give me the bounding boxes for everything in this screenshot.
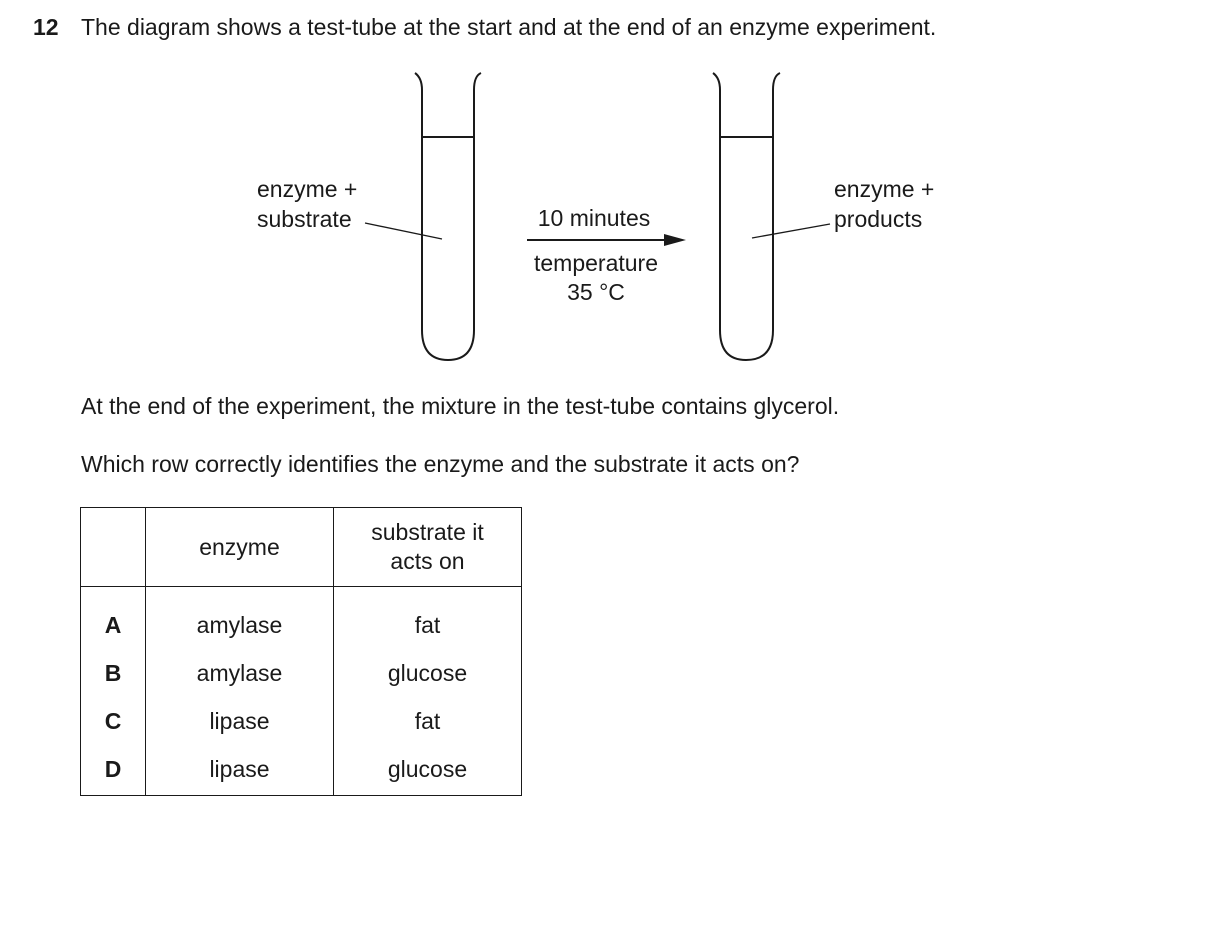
test-tube-end <box>713 73 780 360</box>
header-substrate <box>334 508 522 587</box>
table-header-row <box>81 508 522 587</box>
option-enzyme: amylase <box>146 587 334 650</box>
option-enzyme: lipase <box>146 745 334 796</box>
left-label-leader <box>365 223 442 239</box>
option-row-b[interactable] <box>81 649 522 697</box>
option-enzyme: amylase <box>146 649 334 697</box>
option-substrate: fat <box>334 697 522 745</box>
question-stem: The diagram shows a test-tube at the start and at the end of an enzyme experiment. <box>81 14 937 40</box>
option-substrate: glucose <box>334 745 522 796</box>
right-label-line1: enzyme + <box>834 176 935 202</box>
info-paragraph: At the end of the experiment, the mixture in the test-tube contains glycerol. <box>81 393 840 419</box>
option-letter: C <box>81 697 146 745</box>
option-letter: A <box>81 587 146 650</box>
options-table <box>80 507 522 796</box>
option-substrate: glucose <box>334 649 522 697</box>
left-label-line2: substrate <box>257 206 352 232</box>
header-substrate-line1: substrate it <box>371 519 484 545</box>
header-letter <box>81 508 146 587</box>
option-row-d[interactable] <box>81 745 522 796</box>
header-enzyme: enzyme <box>146 508 334 587</box>
option-row-c[interactable] <box>81 697 522 745</box>
test-tube-start <box>415 73 481 360</box>
option-enzyme: lipase <box>146 697 334 745</box>
option-letter: B <box>81 649 146 697</box>
header-substrate-line2: acts on <box>390 548 465 574</box>
prompt-paragraph: Which row correctly identifies the enzyme and the substrate it acts on? <box>81 451 800 477</box>
arrow-label-temperature-value: 35 °C <box>567 279 625 305</box>
option-substrate: fat <box>334 587 522 650</box>
arrow-label-time: 10 minutes <box>537 205 651 231</box>
experiment-diagram <box>0 0 1209 380</box>
option-row-a[interactable] <box>81 587 522 650</box>
right-label-line2: products <box>834 206 923 232</box>
left-label-line1: enzyme + <box>257 176 358 202</box>
right-label-leader <box>752 224 830 238</box>
option-letter: D <box>81 745 146 796</box>
question-number: 12 <box>33 14 59 40</box>
reaction-arrow <box>527 234 686 246</box>
arrow-label-temperature: temperature <box>533 250 659 276</box>
